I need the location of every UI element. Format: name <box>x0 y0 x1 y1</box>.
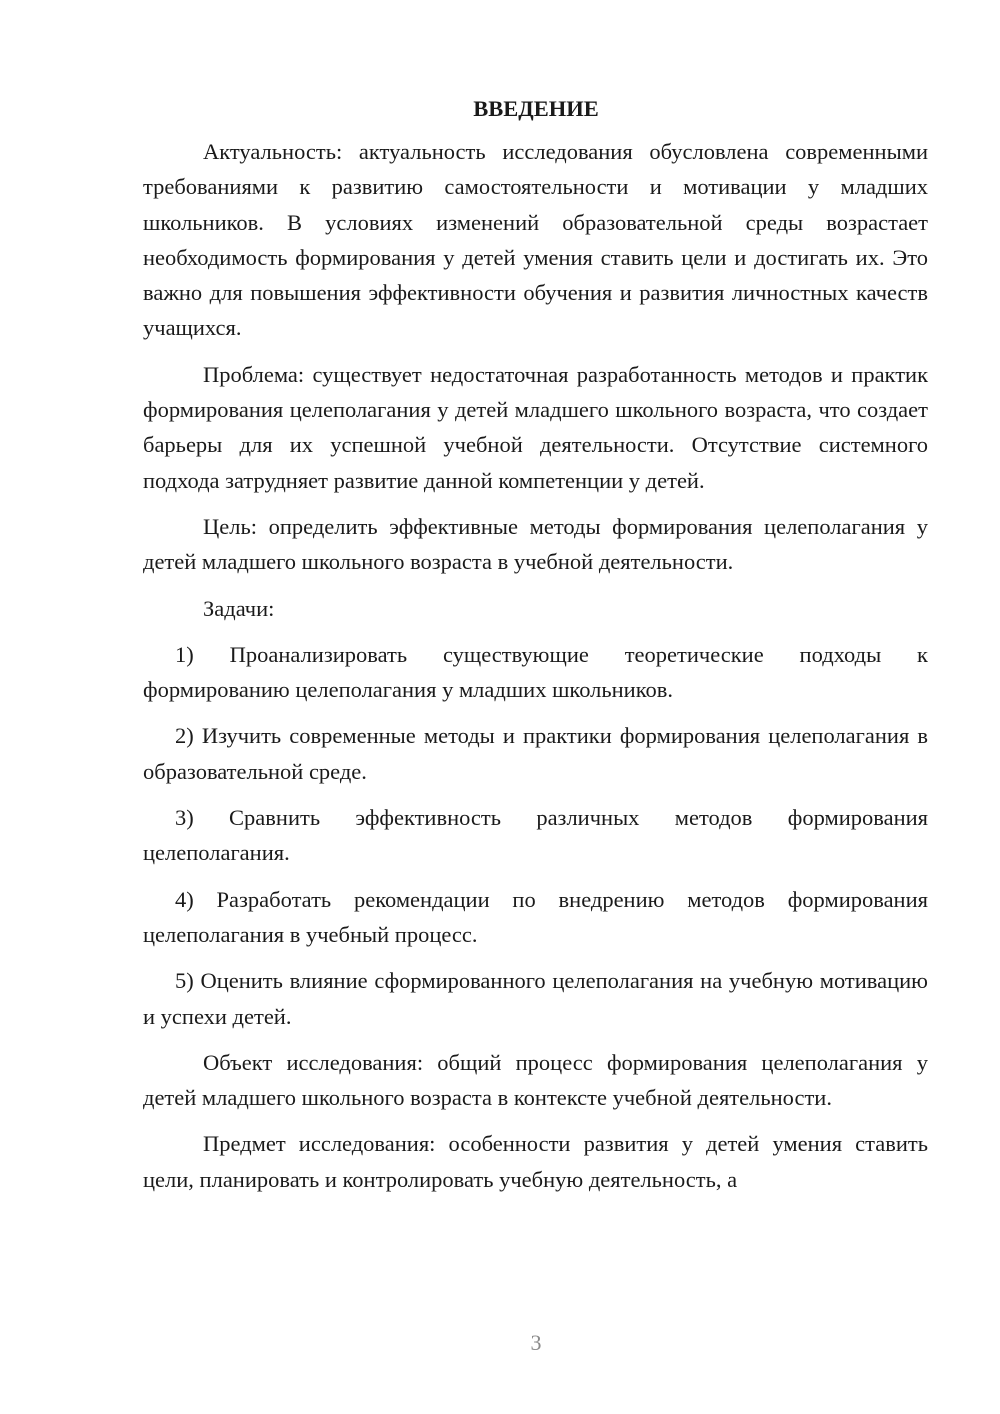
paragraph-object: Объект исследования: общий процесс формирования целеполагания у детей младшего школьного возраста в контексте учебной деятельности. <box>143 1049 928 1111</box>
paragraph-subject: Предмет исследования: особенности развития у детей умения ставить цели, планировать и контролировать учебную деятельность, а <box>143 1131 928 1192</box>
task-item-1: 1) Проанализировать существующие теоретические подходы к формированию целеполагания у младших школьников. <box>143 641 928 703</box>
task-item-5: 5) Оценить влияние сформированного целеполагания на учебную мотивацию и успехи детей. <box>143 968 928 1029</box>
paragraph-goal: Цель: определить эффективные методы формирования целеполагания у детей младшего школьного возраста в учебной деятельности. <box>143 513 928 575</box>
task-item-3: 3) Сравнить эффективность различных методов формирования целеполагания. <box>143 805 928 866</box>
page-content <box>143 90 928 1208</box>
page-title: ВВЕДЕНИЕ <box>473 96 599 121</box>
paragraph-problem: Проблема: существует недостаточная разработанность методов и практик формирования целеполагания у детей младшего школьного возраста, что создает барьеры для их успешной учебной деятельности. Отсутствие системного подхода затрудняет развитие данной компетенции у детей. <box>143 361 928 493</box>
task-item-4: 4) Разработать рекомендации по внедрению методов формирования целеполагания в учебный процесс. <box>143 886 928 947</box>
paragraph-tasks-heading: Задачи: <box>203 595 275 621</box>
paragraph-relevance: Актуальность: актуальность исследования обусловлена современными требованиями к развитию самостоятельности и мотивации у младших школьников. В условиях изменений образовательной среды возрастает необходимость формирования у детей умения ставить цели и достигать их. Это важно для повышения эффективности обучения и развития личностных качеств учащихся. <box>143 139 928 341</box>
page-number: 3 <box>530 1330 542 1355</box>
task-item-2: 2) Изучить современные методы и практики формирования целеполагания в образовательной среде. <box>143 723 928 784</box>
